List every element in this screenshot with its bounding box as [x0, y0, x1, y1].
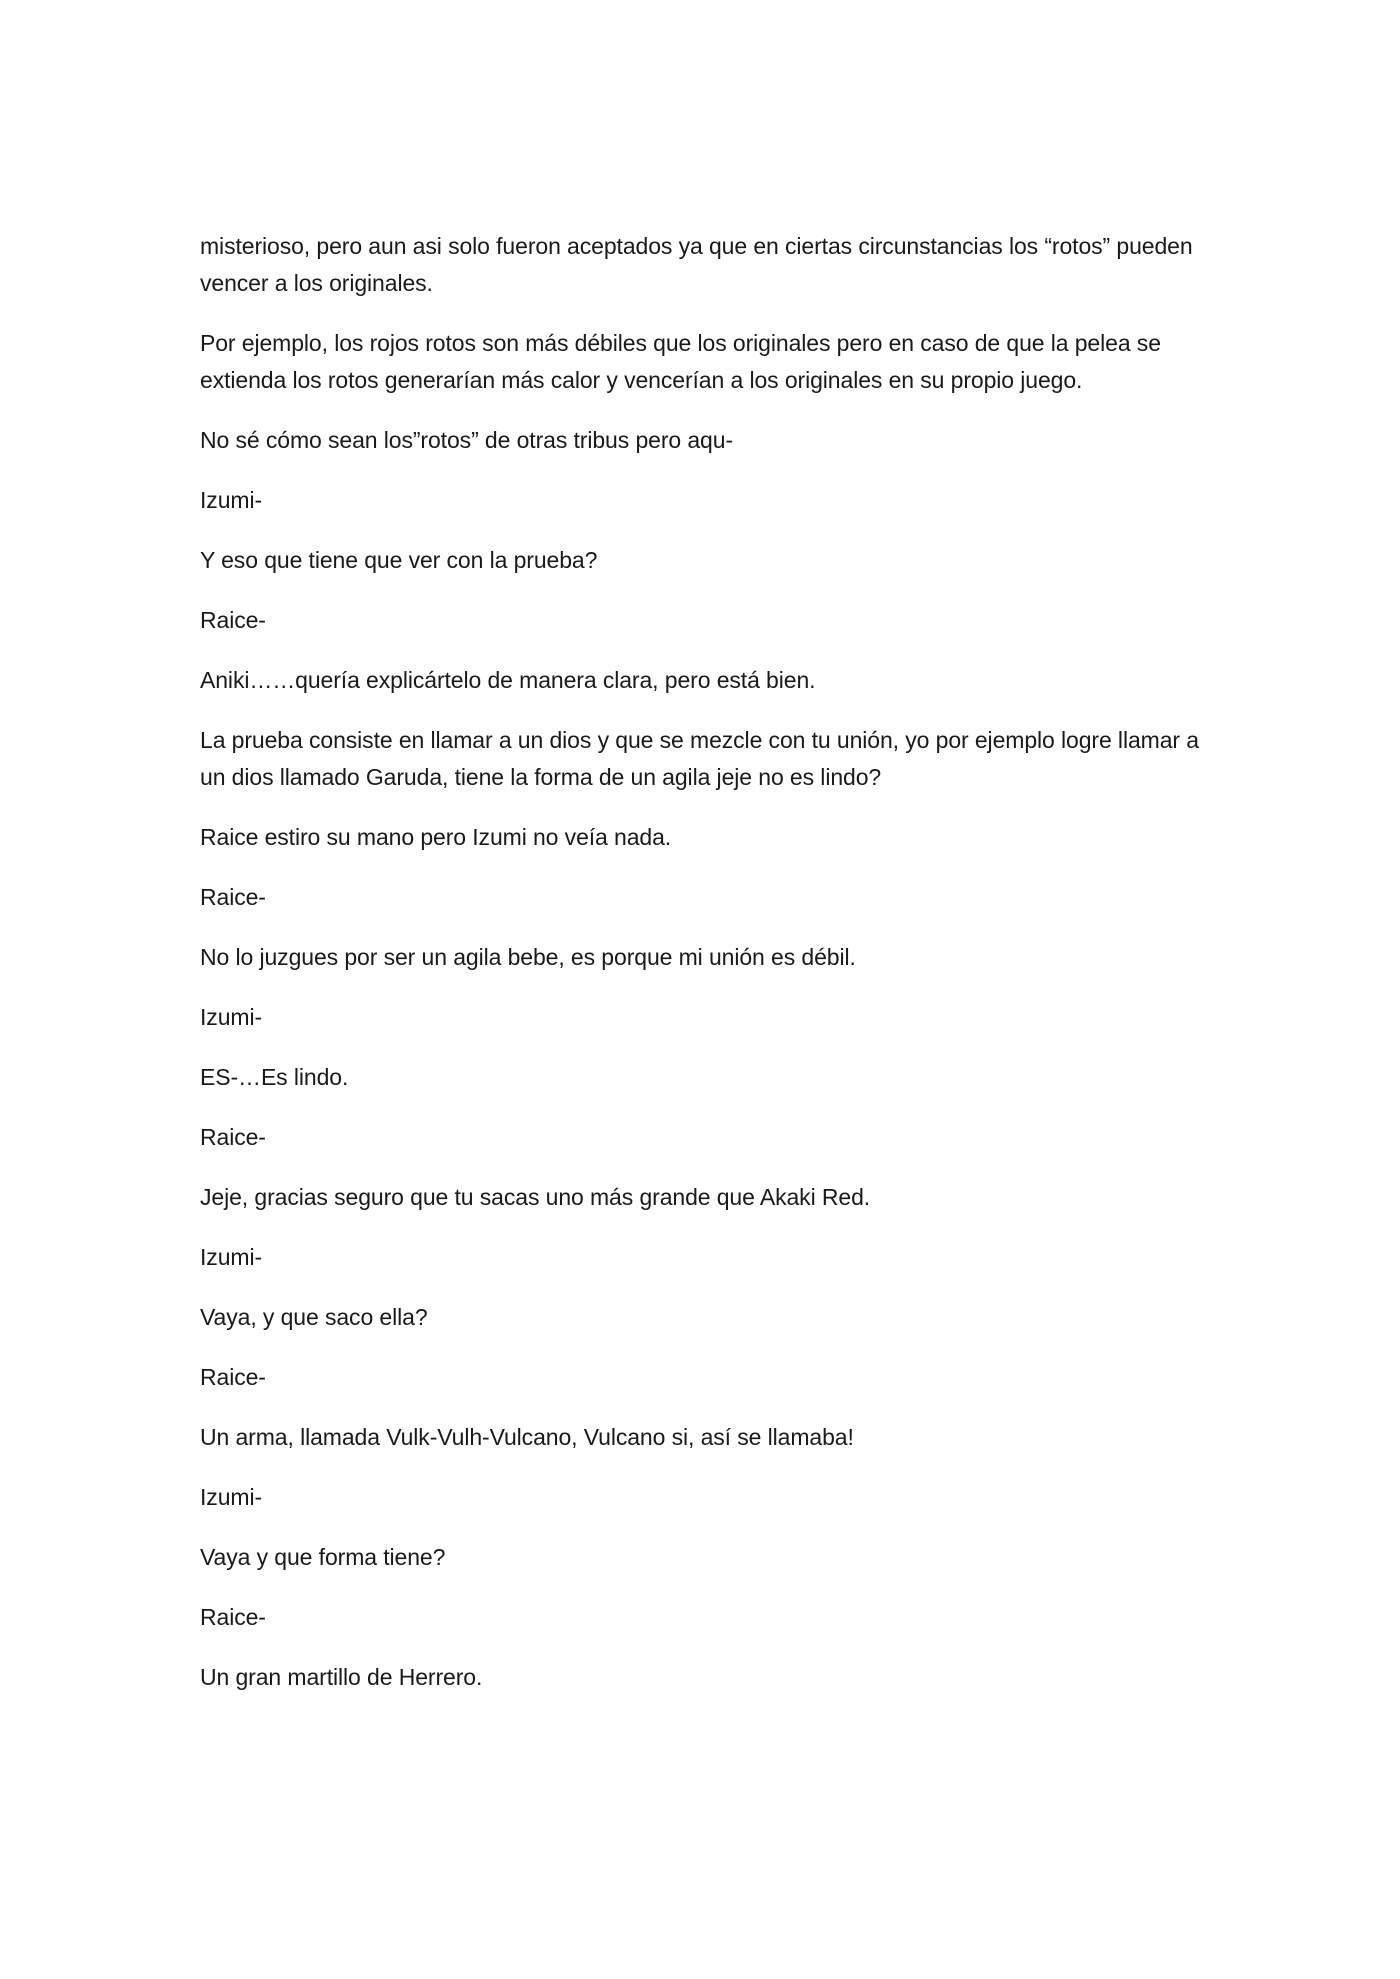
dialogue-line: ES-…Es lindo.	[200, 1064, 349, 1090]
speaker-label: Raice-	[200, 1604, 266, 1630]
speaker-label: Izumi-	[200, 487, 263, 513]
speaker-label: Izumi-	[200, 1004, 263, 1030]
paragraph: misterioso, pero aun asi solo fueron aceptados ya que en ciertas circunstancias los “rotos” pueden vencer a los originales.	[200, 233, 1193, 296]
speaker-label: Raice-	[200, 1364, 266, 1390]
page-body	[200, 228, 1200, 1719]
dialogue-line: Un arma, llamada Vulk-Vulh-Vulcano, Vulcano si, así se llamaba!	[200, 1424, 854, 1450]
dialogue-line: Vaya, y que saco ella?	[200, 1304, 428, 1330]
dialogue-line: Un gran martillo de Herrero.	[200, 1664, 483, 1690]
paragraph: Por ejemplo, los rojos rotos son más débiles que los originales pero en caso de que la pelea se extienda los rotos generarían más calor y vencerían a los originales en su propio juego.	[200, 330, 1161, 393]
dialogue-line: Y eso que tiene que ver con la prueba?	[200, 547, 598, 573]
speaker-label: Raice-	[200, 884, 266, 910]
narration-line: Raice estiro su mano pero Izumi no veía nada.	[200, 824, 672, 850]
paragraph: No sé cómo sean los”rotos” de otras tribus pero aqu-	[200, 427, 733, 453]
dialogue-line: Jeje, gracias seguro que tu sacas uno más grande que Akaki Red.	[200, 1184, 871, 1210]
speaker-label: Raice-	[200, 607, 266, 633]
dialogue-line: Aniki……quería explicártelo de manera clara, pero está bien.	[200, 667, 816, 693]
speaker-label: Izumi-	[200, 1484, 263, 1510]
dialogue-line: La prueba consiste en llamar a un dios y que se mezcle con tu unión, yo por ejemplo logre llamar a un dios llamado Garuda, tiene la forma de un agila jeje no es lindo?	[200, 727, 1199, 790]
dialogue-line: No lo juzgues por ser un agila bebe, es porque mi unión es débil.	[200, 944, 856, 970]
speaker-label: Izumi-	[200, 1244, 263, 1270]
speaker-label: Raice-	[200, 1124, 266, 1150]
dialogue-line: Vaya y que forma tiene?	[200, 1544, 446, 1570]
